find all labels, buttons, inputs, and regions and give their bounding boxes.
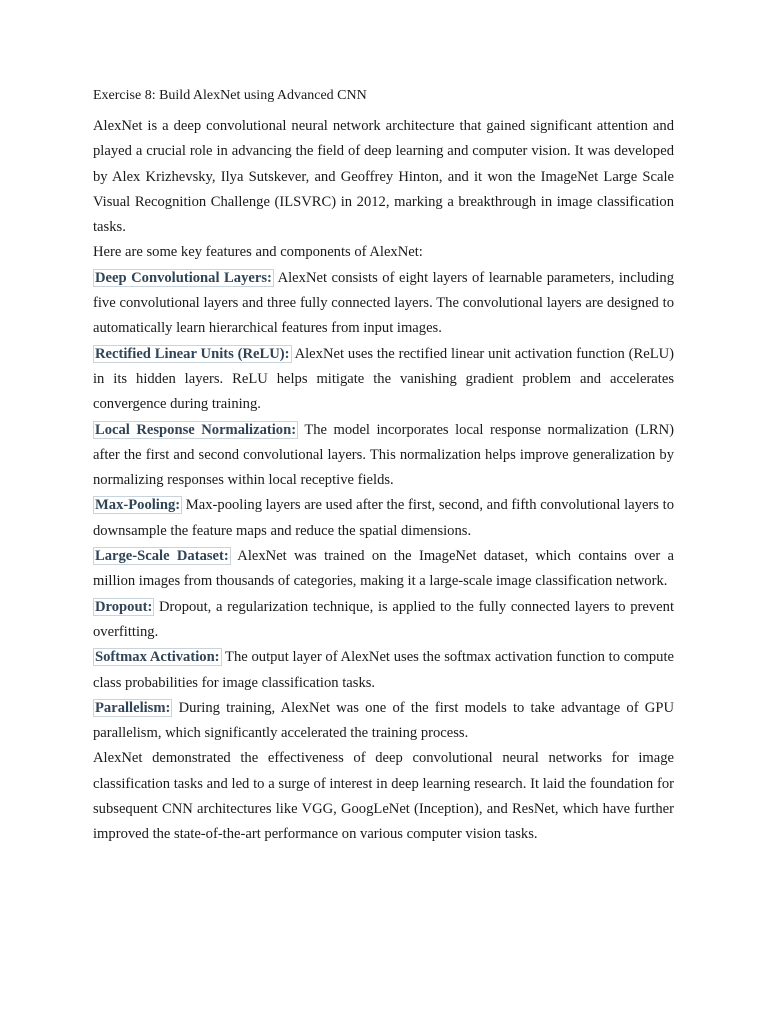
feature-term: Large-Scale Dataset: [95,548,229,565]
feature-description: AlexNet consists of eight layers of learnable parameters, including five convolutional layers and three fully connected layers. The convolutional layers are designed to automatically learn hierarchical features from input images. [93,269,674,337]
exercise-title: Exercise 8: Build AlexNet using Advanced CNN [93,88,367,103]
feature-item [93,342,674,418]
feature-item [93,493,674,544]
feature-term: Max-Pooling: [95,497,181,514]
feature-description: The output layer of AlexNet uses the softmax activation function to compute class probabilities for image classification tasks. [93,649,674,691]
intro-paragraph: AlexNet is a deep convolutional neural network architecture that gained significant attention and played a crucial role in advancing the field of deep learning and computer vision. It was developed by Alex Krizhevsky, Ilya Sutskever, and Geoffrey Hinton, and it won the ImageNet Large Scale Visual Recognition Challenge (ILSVRC) in 2012, marking a breakthrough in image classification tasks. [93,118,674,236]
feature-item [93,544,674,595]
feature-term: Softmax Activation: [95,649,220,666]
feature-description: During training, AlexNet was one of the first models to take advantage of GPU parallelism, which significantly accelerated the training process. [93,699,674,742]
feature-item [93,645,674,696]
feature-item [93,418,674,494]
feature-description: Max-pooling layers are used after the first, second, and fifth convolutional layers to downsample the feature maps and reduce the spatial dimensions. [93,497,674,539]
features-lead: Here are some key features and components of AlexNet: [93,244,423,261]
feature-term: Deep Convolutional Layers: [95,269,272,286]
feature-description: AlexNet uses the rectified linear unit activation function (ReLU) in its hidden layers. ReLU helps mitigate the vanishing gradient problem and accelerates convergence during training. [93,345,675,413]
feature-description: Dropout, a regularization technique, is applied to the fully connected layers to prevent overfitting. [93,598,674,640]
feature-item [93,266,674,342]
feature-term: Local Response Normalization: [95,421,297,438]
feature-description: AlexNet was trained on the ImageNet dataset, which contains over a million images from thousands of categories, making it a large-scale image classification network. [93,548,674,590]
feature-item [93,595,674,646]
feature-term: Parallelism: [95,699,171,716]
conclusion-paragraph: AlexNet demonstrated the effectiveness of deep convolutional neural networks for image classification tasks and led to a surge of interest in deep learning research. It laid the foundation for subsequent CNN architectures like VGG, GoogLeNet (Inception), and ResNet, which have further improved the state-of-the-art performance on various computer vision tasks. [93,750,674,843]
feature-item [93,696,674,747]
document-body [93,114,674,848]
feature-term: Rectified Linear Units (ReLU): [95,345,290,362]
feature-term: Dropout: [95,598,153,615]
feature-description: The model incorporates local response normalization (LRN) after the first and second convolutional layers. This normalization helps improve generalization by normalizing responses within local receptive fields. [93,421,674,489]
